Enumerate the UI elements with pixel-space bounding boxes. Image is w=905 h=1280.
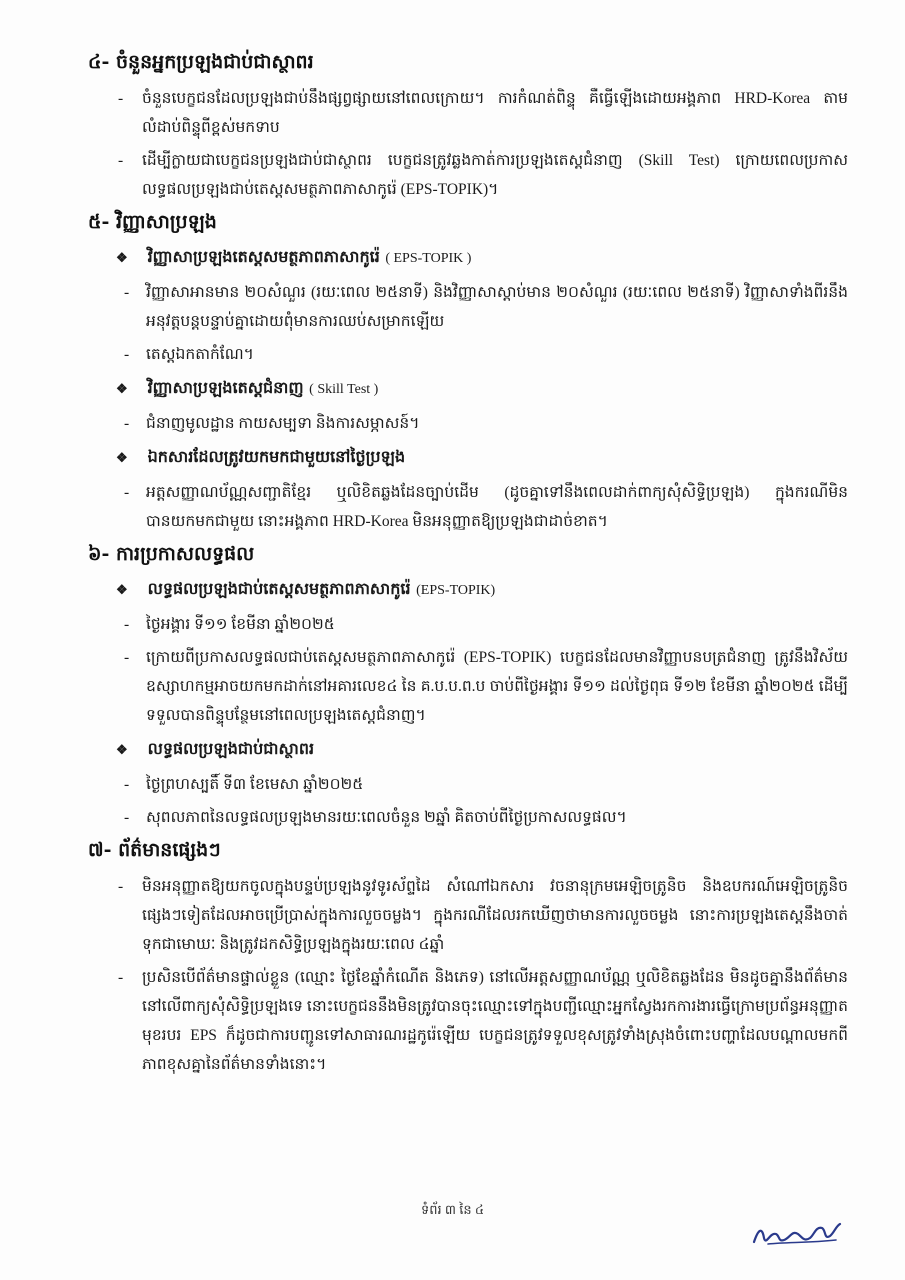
- section-title: ៧- ព័ត៌មានផ្សេងៗ: [88, 839, 221, 861]
- bullet-item: [88, 340, 848, 369]
- dash-marker: -: [124, 415, 130, 432]
- section-title: ៥- វិញ្ញាសាប្រឡង: [88, 211, 217, 233]
- document-content: [88, 48, 848, 1083]
- bullet-text: ក្រោយពីប្រកាសលទ្ធផលជាប់តេស្តសមត្ថភាពភាសាកូរ៉េ (EPS-TOPIK) បេក្ខជនដែលមានវិញ្ញាបនបត្រជំនាញ ត្រូវនឹងវិស័យឧស្សាហកម្មអាចយកមកដាក់នៅអគារលេខ៤ នៃ គ.ប.ប.ព.ប ចាប់ពីថ្ងៃអង្គារ ទី១១ ដល់ថ្ងៃពុធ ទី១២ ខែមីនា ឆ្នាំ២០២៥ ដើម្បីទទួលបានពិន្ទុបន្ថែមនៅពេលប្រឡងតេស្តជំនាញ។: [146, 649, 848, 724]
- dash-marker: -: [124, 809, 130, 826]
- diamond-bullet-icon: ❖: [116, 583, 128, 598]
- bullet-item: [88, 478, 848, 536]
- diamond-bullet-icon: ❖: [116, 382, 128, 397]
- dash-marker: -: [124, 776, 130, 793]
- dash-marker: -: [124, 346, 130, 363]
- page-number: ទំព័រ ៣ នៃ ៤: [420, 1202, 485, 1217]
- bullet-item: [88, 770, 848, 799]
- bullet-item: [88, 146, 848, 204]
- dash-marker: -: [118, 90, 124, 107]
- bullet-text: វិញ្ញាសាអានមាន ២០សំណួរ (រយៈពេល ២៥នាទី) និងវិញ្ញាសាស្តាប់មាន ២០សំណួរ (រយៈពេល ២៥នាទី) វិញ្ញាសាទាំងពីរនឹងអនុវត្តបន្តបន្ទាប់គ្នាដោយពុំមានការឈប់សម្រាកឡើយ: [146, 284, 848, 330]
- dash-marker: -: [124, 649, 130, 666]
- section-4: [88, 48, 848, 204]
- bullet-item: [88, 409, 848, 438]
- section-7: [88, 836, 848, 1079]
- subsection-title: ❖ វិញ្ញាសាប្រឡងតេស្តសមត្ថភាពភាសាកូរ៉េ ( EPS-TOPIK ): [116, 244, 848, 272]
- bullet-text: ប្រសិនបើព័ត៌មានផ្ទាល់ខ្លួន (ឈ្មោះ ថ្ងៃខែឆ្នាំកំណើត និងភេទ) នៅលើអត្តសញ្ញាណប័ណ្ណ ឬលិខិតឆ្លងដែន មិនដូចគ្នានឹងព័ត៌មាននៅលើពាក្យសុំសិទ្ធិប្រឡងទេ នោះបេក្ខជននឹងមិនត្រូវបានចុះឈ្មោះទៅក្នុងបញ្ជីឈ្មោះអ្នកស្វែងរកការងារធ្វើក្រោមប្រព័ន្ធអនុញ្ញាតមុខរបរ EPS ក៏ដូចជាការបញ្ជូនទៅសាធារណរដ្ឋកូរ៉េឡើយ បេក្ខជនត្រូវទទួលខុសត្រូវទាំងស្រុងចំពោះបញ្ហាដែលបណ្ដាលមកពីភាពខុសគ្នានៃព័ត៌មានទាំងនោះ។: [142, 969, 848, 1073]
- subsection-title: ❖ វិញ្ញាសាប្រឡងតេស្តជំនាញ ( Skill Test ): [116, 375, 848, 403]
- bullet-item: [88, 803, 848, 832]
- bullet-text: ជំនាញមូលដ្ឋាន កាយសម្បទា និងការសម្ភាសន៍។: [146, 415, 420, 432]
- section-title: ៤- ចំនួនអ្នកប្រឡងជាប់ជាស្ថាពរ: [88, 51, 314, 73]
- dash-marker: -: [124, 284, 130, 301]
- bullet-item: [88, 84, 848, 142]
- subsection-title: ❖ លទ្ធផលប្រឡងជាប់ជាស្ថាពរ: [116, 736, 848, 764]
- bullet-text: ថ្ងៃព្រហស្បតិ៍ ទី៣ ខែមេសា ឆ្នាំ២០២៥: [146, 776, 364, 793]
- diamond-bullet-icon: ❖: [116, 251, 128, 266]
- signature-icon: [748, 1212, 844, 1252]
- bullet-text: មិនអនុញ្ញាតឱ្យយកចូលក្នុងបន្ទប់ប្រឡងនូវទូរស័ព្ទដៃ សំណៅឯកសារ វចនានុក្រមអេឡិចត្រូនិច និងឧបករណ៍អេឡិចត្រូនិចផ្សេងៗទៀតដែលអាចប្រើប្រាស់ក្នុងការលួចចម្លង។ ក្នុងករណីដែលរកឃើញថាមានការលួចចម្លង នោះការប្រឡងតេស្តនឹងចាត់ទុកជាមោឃៈ និងត្រូវដកសិទ្ធិប្រឡងក្នុងរយៈពេល ៤ឆ្នាំ: [142, 878, 848, 953]
- section-6: [88, 540, 848, 832]
- section-title: ៦- ការប្រកាសលទ្ធផល: [88, 543, 255, 565]
- bullet-item: [88, 278, 848, 336]
- bullet-text: អត្តសញ្ញាណប័ណ្ណសញ្ជាតិខ្មែរ ឬលិខិតឆ្លងដែនច្បាប់ដើម (ដូចគ្នាទៅនឹងពេលដាក់ពាក្យសុំសិទ្ធិប្រឡង) ក្នុងករណីមិនបានយកមកជាមួយ នោះអង្គភាព HRD-Korea មិនអនុញ្ញាតឱ្យប្រឡងជាដាច់ខាត។: [146, 484, 848, 530]
- dash-marker: -: [118, 878, 124, 895]
- bullet-item: [88, 963, 848, 1079]
- diamond-bullet-icon: ❖: [116, 451, 128, 466]
- bullet-item: [88, 643, 848, 730]
- bullet-text: ថ្ងៃអង្គារ ទី១១ ខែមីនា ឆ្នាំ២០២៥: [146, 616, 335, 633]
- dash-marker: -: [124, 616, 130, 633]
- dash-marker: -: [118, 969, 124, 986]
- bullet-item: [88, 872, 848, 959]
- section-5: [88, 208, 848, 536]
- subsection-title: ❖ លទ្ធផលប្រឡងជាប់តេស្តសមត្ថភាពភាសាកូរ៉េ (EPS-TOPIK): [116, 576, 848, 604]
- subsection-title: ❖ ឯកសារដែលត្រូវយកមកជាមួយនៅថ្ងៃប្រឡង: [116, 444, 848, 472]
- dash-marker: -: [118, 152, 124, 169]
- bullet-item: [88, 610, 848, 639]
- bullet-text: តេស្តឯកតាកំណែ។: [146, 346, 254, 363]
- dash-marker: -: [124, 484, 130, 501]
- diamond-bullet-icon: ❖: [116, 743, 128, 758]
- bullet-text: ដើម្បីក្លាយជាបេក្ខជនប្រឡងជាប់ជាស្ថាពរ បេក្ខជនត្រូវឆ្លងកាត់ការប្រឡងតេស្តជំនាញ (Skill Test) ក្រោយពេលប្រកាសលទ្ធផលប្រឡងជាប់តេស្តសមត្ថភាពភាសាកូរ៉េ (EPS-TOPIK)។: [142, 152, 848, 198]
- bullet-text: សុពលភាពនៃលទ្ធផលប្រឡងមានរយៈពេលចំនួន ២ឆ្នាំ គិតចាប់ពីថ្ងៃប្រកាសលទ្ធផល។: [146, 809, 627, 826]
- bullet-text: ចំនួនបេក្ខជនដែលប្រឡងជាប់នឹងផ្សព្វផ្សាយនៅពេលក្រោយ។ ការកំណត់ពិន្ទុ គឺធ្វើឡើងដោយអង្គភាព HRD-Korea តាមលំដាប់ពិន្ទុពីខ្ពស់មកទាប: [142, 90, 848, 136]
